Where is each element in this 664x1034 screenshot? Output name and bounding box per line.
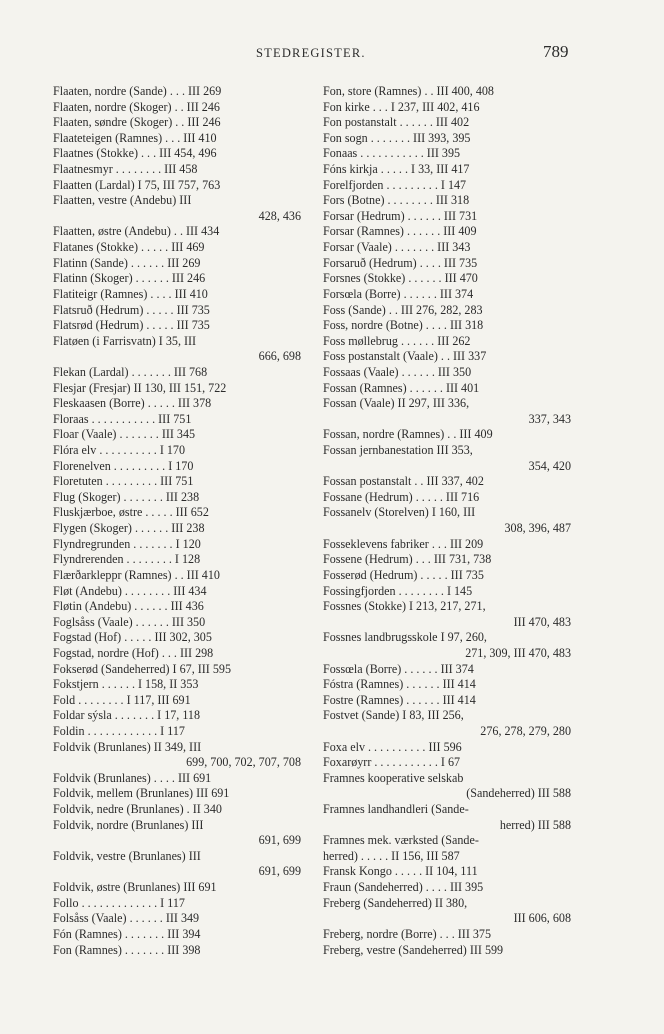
index-entry: Fossan jernbanestation III 353,: [323, 443, 473, 458]
page-header: [0, 44, 664, 68]
index-entry: Foxa elv . . . . . . . . . . III 596: [323, 739, 462, 754]
index-entry: Flatiteigr (Ramnes) . . . . III 410: [53, 286, 208, 301]
index-entry: Forsnes (Stokke) . . . . . . III 470: [323, 271, 478, 286]
index-entry: Flatsruð (Hedrum) . . . . . III 735: [53, 302, 210, 317]
index-entry: Fosserød (Hedrum) . . . . . III 735: [323, 567, 484, 582]
index-entry: Flaatten, østre (Andebu) . . III 434: [53, 224, 220, 239]
index-entry: Foss postanstalt (Vaale) . . III 337: [323, 349, 487, 364]
index-entry: Fón (Ramnes) . . . . . . . III 394: [53, 926, 201, 941]
index-entry: Freberg, vestre (Sandeherred) III 599: [323, 942, 504, 957]
index-entry: Fossan (Ramnes) . . . . . . III 401: [323, 380, 480, 395]
index-entry: 699, 700, 702, 707, 708: [186, 755, 301, 770]
index-entry: Freberg, nordre (Borre) . . . III 375: [323, 926, 492, 941]
index-entry: Flaateteigen (Ramnes) . . . III 410: [53, 130, 217, 145]
index-entry: Foglsåss (Vaale) . . . . . . III 350: [53, 614, 206, 629]
index-entry: Fluskjærboe, østre . . . . . III 652: [53, 505, 209, 520]
index-entry: 354, 420: [528, 458, 571, 473]
index-entry: Fold . . . . . . . . I 117, III 691: [53, 692, 191, 707]
index-entry: Fossan, nordre (Ramnes) . . III 409: [323, 427, 493, 442]
index-entry: Fogstad (Hof) . . . . . III 302, 305: [53, 630, 212, 645]
index-entry: 666, 698: [258, 349, 301, 364]
index-entry: herred) . . . . . II 156, III 587: [323, 848, 460, 863]
index-entry: Fransk Kongo . . . . . II 104, 111: [323, 864, 478, 879]
index-entry: Fløt (Andebu) . . . . . . . . III 434: [53, 583, 207, 598]
index-entry: Foldvik, mellem (Brunlanes) III 691: [53, 786, 230, 801]
index-entry: Fokserød (Sandeherred) I 67, III 595: [53, 661, 231, 676]
index-entry: Fogstad, nordre (Hof) . . . III 298: [53, 645, 214, 660]
index-entry: (Sandeherred) III 588: [466, 786, 571, 801]
index-entry: Follo . . . . . . . . . . . . . I 117: [53, 895, 185, 910]
index-entry: Foldvik, vestre (Brunlanes) III: [53, 848, 201, 863]
index-entry: Fosseklevens fabriker . . . III 209: [323, 536, 484, 551]
index-entry: Flóra elv . . . . . . . . . . I 170: [53, 443, 186, 458]
index-entry: Fossingfjorden . . . . . . . . I 145: [323, 583, 473, 598]
index-entry: Fostvet (Sande) I 83, III 256,: [323, 708, 464, 723]
index-entry: Flygen (Skoger) . . . . . . III 238: [53, 521, 205, 536]
index-entry: Flug (Skoger) . . . . . . . III 238: [53, 489, 200, 504]
index-entry: Fokstjern . . . . . . I 158, II 353: [53, 677, 199, 692]
index-entry: Flatsrød (Hedrum) . . . . . III 735: [53, 318, 210, 333]
index-entry: 691, 699: [258, 864, 301, 879]
index-entry: Fleskaasen (Borre) . . . . . III 378: [53, 396, 212, 411]
index-entry: Floretuten . . . . . . . . . III 751: [53, 474, 194, 489]
index-entry: Forsaruð (Hedrum) . . . . III 735: [323, 255, 478, 270]
index-entry: 271, 309, III 470, 483: [465, 645, 571, 660]
index-entry: Folsåss (Vaale) . . . . . . III 349: [53, 911, 200, 926]
index-entry: Forsœla (Borre) . . . . . . III 374: [323, 286, 474, 301]
index-entry: Foldvik (Brunlanes) . . . . III 691: [53, 770, 212, 785]
index-entry: Flatøen (i Farrisvatn) I 35, III: [53, 333, 197, 348]
index-entry: Fossane (Hedrum) . . . . . III 716: [323, 489, 480, 504]
index-entry: Foss, nordre (Botne) . . . . III 318: [323, 318, 484, 333]
index-entry: Fossene (Hedrum) . . . III 731, 738: [323, 552, 492, 567]
index-entry: Fon (Ramnes) . . . . . . . III 398: [53, 942, 201, 957]
index-entry: Fossan postanstalt . . III 337, 402: [323, 474, 484, 489]
index-entry: Foss (Sande) . . III 276, 282, 283: [323, 302, 483, 317]
index-entry: Flyndrerenden . . . . . . . . I 128: [53, 552, 201, 567]
index-entry: Flaaten, søndre (Skoger) . . III 246: [53, 115, 221, 130]
index-entry: Fossnes (Stokke) I 213, 217, 271,: [323, 599, 486, 614]
index-entry: 691, 699: [258, 833, 301, 848]
index-entry: Flatinn (Skoger) . . . . . . III 246: [53, 271, 206, 286]
index-entry: Flyndregrunden . . . . . . . I 120: [53, 536, 201, 551]
index-entry: 428, 436: [258, 208, 301, 223]
page-title: STEDREGISTER.: [256, 46, 366, 60]
index-entry: Fon, store (Ramnes) . . III 400, 408: [323, 84, 494, 98]
index-entry: Fors (Botne) . . . . . . . . III 318: [323, 193, 470, 208]
index-entry: Foldvik, nordre (Brunlanes) III: [53, 817, 204, 832]
index-entry: Fóstra (Ramnes) . . . . . . III 414: [323, 677, 476, 692]
index-entry: Floar (Vaale) . . . . . . . III 345: [53, 427, 196, 442]
index-entry: Freberg (Sandeherred) II 380,: [323, 895, 468, 910]
index-entry: Flaaten, nordre (Skoger) . . III 246: [53, 99, 220, 114]
index-entry: Fossnes landbrugsskole I 97, 260,: [323, 630, 487, 645]
index-entry: Fostre (Ramnes) . . . . . . III 414: [323, 692, 476, 707]
index-entry: Foldvik, nedre (Brunlanes) . II 340: [53, 802, 222, 817]
index-entry: Florenelven . . . . . . . . . I 170: [53, 458, 194, 473]
index-entry: Flaatten (Lardal) I 75, III 757, 763: [53, 177, 221, 192]
index-entry: Flatanes (Stokke) . . . . . III 469: [53, 240, 205, 255]
index-entry: Fløtin (Andebu) . . . . . . III 436: [53, 599, 204, 614]
index-entry: Framnes mek. værksted (Sande-: [323, 833, 479, 848]
index-entry: Foxarøyrr . . . . . . . . . . . I 67: [323, 755, 461, 770]
index-entry: Fossaas (Vaale) . . . . . . III 350: [323, 364, 472, 379]
index-entry: Framnes kooperative selskab: [323, 770, 464, 785]
index-entry: Foldvik, østre (Brunlanes) III 691: [53, 880, 217, 895]
index-entry: III 606, 608: [513, 911, 571, 926]
index-entry: 337, 343: [528, 411, 571, 426]
page-number: 789: [543, 42, 569, 61]
index-entry: Floraas . . . . . . . . . . . III 751: [53, 411, 192, 426]
index-entry: Flaatnes (Stokke) . . . III 454, 496: [53, 146, 217, 161]
index-entry: Fonaas . . . . . . . . . . . III 395: [323, 146, 461, 161]
index-entry: Forsar (Vaale) . . . . . . . III 343: [323, 240, 471, 255]
index-entry: 276, 278, 279, 280: [480, 723, 571, 738]
right-column: [323, 84, 571, 958]
left-column: [53, 84, 301, 958]
index-entry: Fon sogn . . . . . . . III 393, 395: [323, 130, 471, 145]
index-entry: Foldvik (Brunlanes) II 349, III: [53, 739, 202, 754]
index-entry: Forelfjorden . . . . . . . . . I 147: [323, 177, 467, 192]
index-entry: Fon kirke . . . I 237, III 402, 416: [323, 99, 480, 114]
index-entry: Flesjar (Fresjar) II 130, III 151, 722: [53, 380, 227, 395]
index-entry: Fossanelv (Storelven) I 160, III: [323, 505, 476, 520]
index-entry: Fraun (Sandeherred) . . . . III 395: [323, 880, 484, 895]
index-entry: Fossœla (Borre) . . . . . . III 374: [323, 661, 474, 676]
index-entry: Framnes landhandleri (Sande-: [323, 802, 469, 817]
index-entry: 308, 396, 487: [504, 521, 571, 536]
index-entry: Forsar (Ramnes) . . . . . . III 409: [323, 224, 477, 239]
index-entry: Foldar sýsla . . . . . . . I 17, 118: [53, 708, 201, 723]
index-entry: Forsar (Hedrum) . . . . . . III 731: [323, 208, 478, 223]
index-entry: herred) III 588: [499, 817, 571, 832]
index-entry: Flatinn (Sande) . . . . . . III 269: [53, 255, 201, 270]
index-entry: Flaatnesmyr . . . . . . . . III 458: [53, 162, 198, 177]
index-entry: Fóns kirkja . . . . . I 33, III 417: [323, 162, 470, 177]
index-entry: Flekan (Lardal) . . . . . . . III 768: [53, 364, 208, 379]
index-entry: Flaaten, nordre (Sande) . . . III 269: [53, 84, 222, 98]
index-entry: III 470, 483: [513, 614, 571, 629]
index-entry: Flaatten, vestre (Andebu) III: [53, 193, 192, 208]
index-entry: Fossan (Vaale) II 297, III 336,: [323, 396, 470, 411]
index-entry: Fon postanstalt . . . . . . III 402: [323, 115, 470, 130]
index-entry: Foldin . . . . . . . . . . . . I 117: [53, 723, 185, 738]
index-entry: Foss møllebrug . . . . . . III 262: [323, 333, 471, 348]
index-entry: Flærðarkleppr (Ramnes) . . III 410: [53, 567, 220, 582]
